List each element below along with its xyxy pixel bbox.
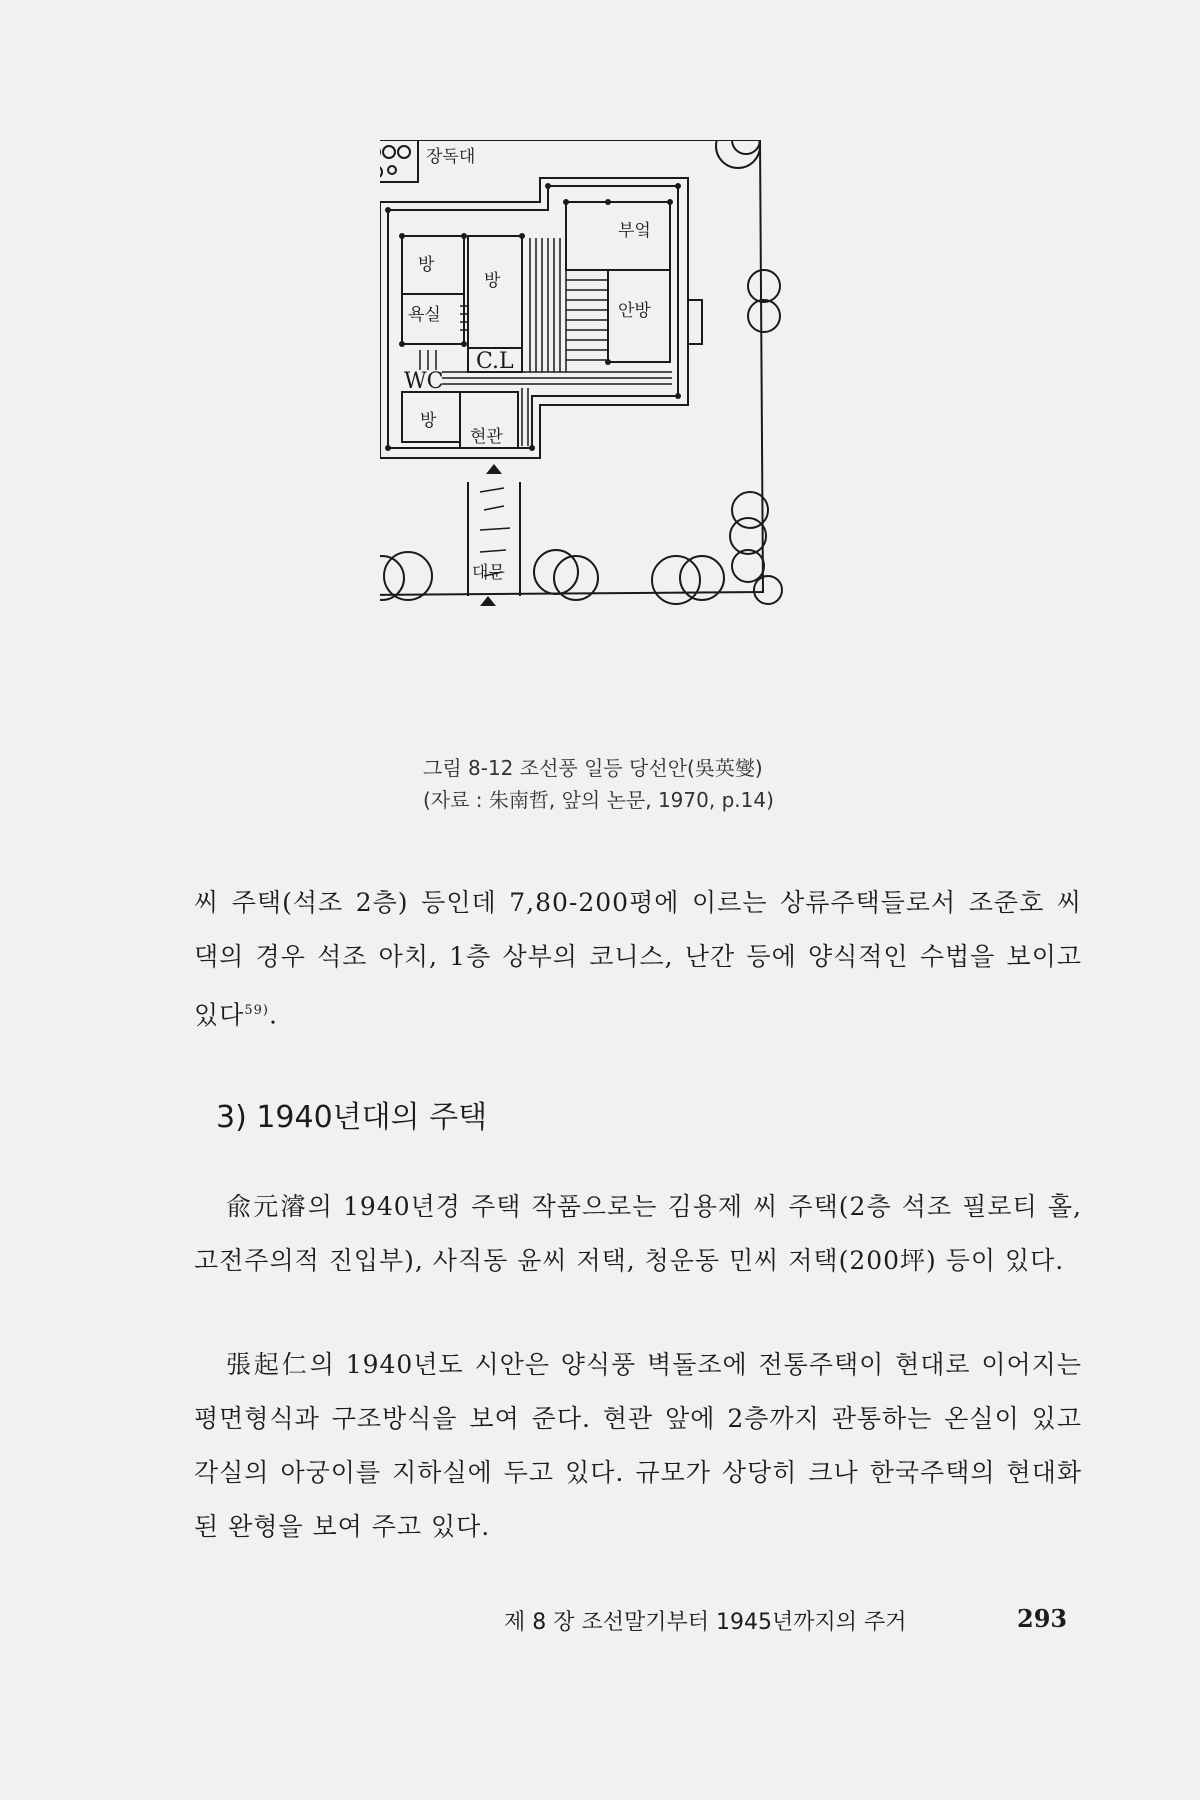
- paragraph-1: [194, 876, 1082, 1042]
- label-wc: WC: [404, 369, 444, 394]
- paragraph-1-end: .: [268, 1000, 278, 1030]
- lot-boundary: [380, 140, 763, 595]
- floor-plan-drawing: [380, 140, 900, 700]
- running-footer-chapter-title: 제 8 장 조선말기부터 1945년까지의 주거: [504, 1610, 907, 1635]
- label-daemun: 대문: [472, 563, 505, 583]
- footnote-ref[interactable]: 59): [244, 1003, 269, 1018]
- paragraph-2: 兪元濬의 1940년경 주택 작품으로는 김용제 씨 주택(2층 석조 필로티 홀, 고전주의적 진입부), 사직동 윤씨 저택, 청운동 민씨 저택(200坪) 등이 있다.: [194, 1192, 1082, 1275]
- entrance-arrow: [486, 464, 502, 474]
- label-bang-1: 방: [418, 255, 435, 275]
- label-anbang: 안방: [618, 301, 651, 321]
- label-jangdokdae: 장독대: [426, 147, 476, 167]
- label-hyeongwan: 현관: [470, 427, 503, 447]
- paragraph-3: 張起仁의 1940년도 시안은 양식풍 벽돌조에 전통주택이 현대로 이어지는 평면형식과 구조방식을 보여 준다. 현관 앞에 2층까지 관통하는 온실이 있고 각실의 아궁이를 지하실에 두고 있다. 규모가 상당히 크나 한국주택의 현대화된 완형을 보여 주고 있다.: [194, 1350, 1082, 1541]
- caption-line-1: 그림 8-12 조선풍 일등 당선안(吳英燮): [423, 756, 763, 780]
- label-bang-3: 방: [420, 411, 437, 431]
- figure-caption: [423, 752, 983, 816]
- label-yoksil: 욕실: [408, 305, 441, 325]
- label-bang-2: 방: [484, 271, 501, 291]
- paragraph-1-text: 씨 주택(석조 2층) 등인데 7,80-200평에 이르는 상류주택들로서 조준호 씨 댁의 경우 석조 아치, 1층 상부의 코니스, 난간 등에 양식적인 수법을 보이고 있다: [194, 888, 1082, 1030]
- label-cl: C.L: [476, 349, 514, 374]
- page-number: 293: [1017, 1604, 1068, 1633]
- section-heading: 3) 1940년대의 주택: [216, 1100, 488, 1135]
- floor-plan-figure: [380, 140, 900, 700]
- label-buok: 부엌: [618, 221, 651, 241]
- gate-arrow: [480, 596, 496, 606]
- caption-line-2: (자료 : 朱南哲, 앞의 논문, 1970, p.14): [423, 788, 774, 812]
